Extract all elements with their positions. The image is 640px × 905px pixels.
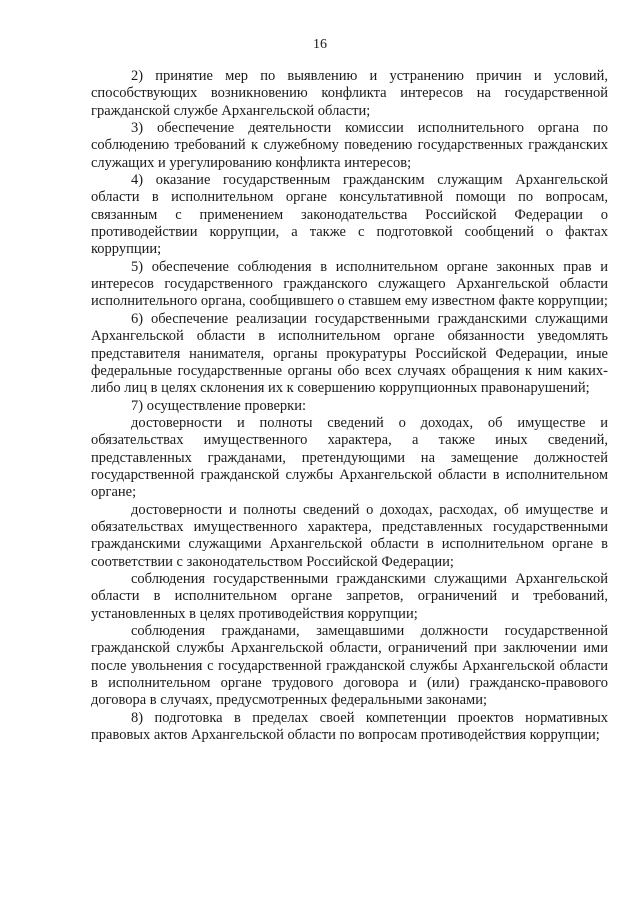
paragraph-item-7: 7) осуществление проверки: [131,397,306,414]
paragraph-item-5: 5) обеспечение соблюдения в исполнительном органе законных прав и интересов государственного гражданского служащего Архангельской области исполнительного органа, сообщившего о ставшем ему известном факте коррупции; [91,258,608,310]
paragraph-item-4: 4) оказание государственным гражданским служащим Архангельской области в исполнительном органе консультативной помощи по вопросам, связанным с применением законодательства Российской Федерации о противодействии коррупции, а также с подготовкой сообщений о фактах коррупции; [91,172,608,258]
paragraph-item-7-sub-3: соблюдения государственными гражданскими служащими Архангельской области в исполнительном органе запретов, ограничений и требований, установленных в целях противодействия коррупции; [91,570,608,622]
paragraph-item-7-sub-4: соблюдения гражданами, замещавшими должности государственной гражданской службы Архангельской области, ограничений при заключении ими после увольнения с государственной гражданской службы Архангельской области в исполнительном органе трудового договора и (или) гражданско-правового договора в случаях, предусмотренных федеральными законами; [91,623,608,709]
paragraph-item-3: 3) обеспечение деятельности комиссии исполнительного органа по соблюдению требований к служебному поведению государственных гражданских служащих и урегулированию конфликта интересов; [91,120,608,171]
paragraph-item-7-sub-1: достоверности и полноты сведений о доходах, об имуществе и обязательствах имущественного характера, а также иных сведений, представленных гражданами, претендующими на замещение должностей государственной гражданской службы Архангельской области в исполнительном органе; [91,414,608,501]
page-number: 16 [313,37,327,52]
paragraph-item-6: 6) обеспечение реализации государственными гражданскими служащими Архангельской области в исполнительном органе обязанности уведомлять представителя нанимателя, органы прокуратуры Российской Федерации, иные федеральные государственные органы обо всех случаях обращения к ним каких-либо лиц в целях склонения их к совершению коррупционных правонарушений; [91,310,608,397]
document-body [91,68,608,744]
paragraph-item-2: 2) принятие мер по выявлению и устранению причин и условий, способствующих возникновению конфликта интересов на государственной гражданской службе Архангельской области; [91,68,608,119]
paragraph-item-8: 8) подготовка в пределах своей компетенции проектов нормативных правовых актов Архангельской области по вопросам противодействия коррупции; [91,709,608,744]
paragraph-item-7-sub-2: достоверности и полноты сведений о доходах, расходах, об имуществе и обязательствах имущественного характера, представленных государственными гражданскими служащими Архангельской области в исполнительном органе в соответствии с законодательством Российской Федерации; [91,501,608,570]
